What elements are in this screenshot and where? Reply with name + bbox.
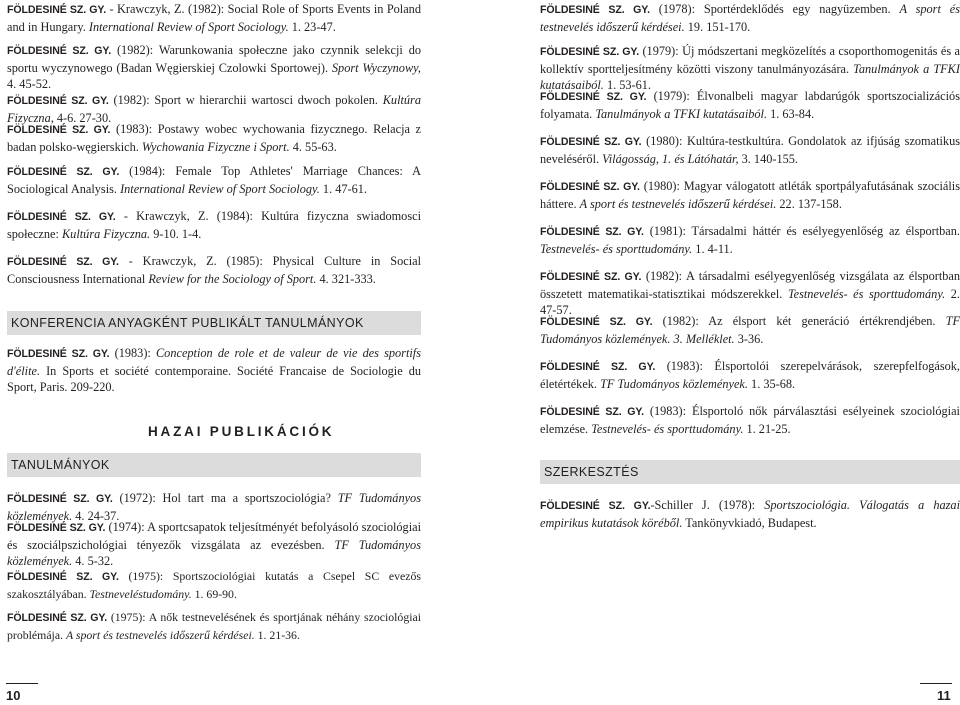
entry-author: FÖLDESINÉ SZ. GY. <box>540 181 640 193</box>
entry-author: FÖLDESINÉ SZ. GY. <box>540 361 656 373</box>
section-heading-konferencia: KONFERENCIA ANYAGKÉNT PUBLIKÁLT TANULMÁNYOK <box>7 311 421 335</box>
bibliography-entry: FÖLDESINÉ SZ. GY. (1983): Élsportolói szerepelvárások, szerepfelfogások, életértékek. TF Tudományos közlemények. 1. 35-68. <box>540 359 960 391</box>
bibliography-entry: FÖLDESINÉ SZ. GY. (1982): Az élsport két generáció értékrendjében. TF Tudományos közlemények. 3. Melléklet. 3-36. <box>540 314 960 346</box>
entry-author: FÖLDESINÉ SZ. GY. <box>540 316 653 328</box>
entry-author: FÖLDESINÉ SZ. GY. <box>7 124 111 136</box>
bibliography-entry: FÖLDESINÉ SZ. GY. (1981): Társadalmi háttér és esélyegyenlőség az élsportban. Testnevelés- és sporttudomány. 1. 4-11. <box>540 224 960 256</box>
bibliography-entry: FÖLDESINÉ SZ. GY. (1978): Sportérdeklődés egy nagyüzemben. A sport és testnevelés időszerű kérdései. 19. 151-170. <box>540 2 960 34</box>
entry-author: FÖLDESINÉ SZ. GY. <box>7 45 112 57</box>
entry-author: FÖLDESINÉ SZ. GY. <box>7 211 116 223</box>
bibliography-entry: FÖLDESINÉ SZ. GY. (1983): Conception de role et de valeur de vie des sportifs d'élite. In Sports et société contemporaine. Société Francaise de Sociologie du Sport, Paris. 209-220. <box>7 346 421 394</box>
bibliography-entry: FÖLDESINÉ SZ. GY. (1982): A társadalmi esélyegyenlőség vizsgálata az élsportban összetett matematikai-statisztikai módszerekkel. Testnevelés- és sporttudomány. 2. 47-57. <box>540 269 960 317</box>
entry-author: FÖLDESINÉ SZ. GY. <box>540 91 647 103</box>
hazai-publikaciok-heading: HAZAI PUBLIKÁCIÓK <box>148 424 335 439</box>
bibliography-entry: FÖLDESINÉ SZ. GY. - Krawczyk, Z. (1984): Kultúra fizyczna swiadomosci społeczne: Kultúra Fizyczna. 9-10. 1-4. <box>7 209 421 241</box>
bibliography-entry: FÖLDESINÉ SZ. GY. (1983): Élsportoló nők párválasztási esélyeinek szociológiai elemzése. Testnevelés- és sporttudomány. 1. 21-25. <box>540 404 960 436</box>
bibliography-entry: FÖLDESINÉ SZ. GY. (1972): Hol tart ma a sportszociológia? TF Tudományos közlemények. 4. 24-37. <box>7 491 421 523</box>
entry-author: FÖLDESINÉ SZ. GY. <box>7 612 108 624</box>
bibliography-entry: FÖLDESINÉ SZ. GY. (1983): Postawy wobec wychowania fizycznego. Relacja z badan polsko-węgierskich. Wychowania Fizyczne i Sport. 4. 55-63. <box>7 122 421 154</box>
bibliography-entry: FÖLDESINÉ SZ. GY. - Krawczyk, Z. (1985): Physical Culture in Social Consciousness International Review for the Sociology of Sport. 4. 321-333. <box>7 254 421 286</box>
page-number-rule-right <box>920 683 952 684</box>
bibliography-entry: FÖLDESINÉ SZ. GY. (1982): Warunkowania społeczne jako czynnik selekcji do sportu wyczynowego (Badan Węgierskiej Czolowki Sportowej). Sport Wyczynowy, 4. 45-52. <box>7 43 421 91</box>
page-number-left: 10 <box>6 688 21 703</box>
section-heading-szerkesztes: SZERKESZTÉS <box>540 460 960 484</box>
bibliography-entry: FÖLDESINÉ SZ. GY. (1980): Magyar válogatott atléták sportpályafutásának szociális háttere. A sport és testnevelés időszerű kérdései. 22. 137-158. <box>540 179 960 211</box>
entry-author: FÖLDESINÉ SZ. GY. <box>540 406 644 418</box>
bibliography-entry: FÖLDESINÉ SZ. GY. (1979): Új módszertani megközelítés a csoporthomogenitás és a kollektív sportteljesítmény közötti viszony tanulmányozására. Tanulmányok a TFKI kutatásaiból. 1. 53-61. <box>540 44 960 92</box>
page-number-rule-left <box>6 683 38 684</box>
bibliography-entry: FÖLDESINÉ SZ. GY. (1984): Female Top Athletes' Marriage Chances: A Sociological Analysis. International Review of Sport Sociology. 1. 47-61. <box>7 164 421 196</box>
entry-author: FÖLDESINÉ SZ. GY. <box>540 271 642 283</box>
entry-author: FÖLDESINÉ SZ. GY. <box>540 226 644 238</box>
entry-author: FÖLDESINÉ SZ. GY. <box>7 522 106 534</box>
bibliography-entry: FÖLDESINÉ SZ. GY. (1974): A sportcsapatok teljesítményét befolyásoló szociológiai és szociálpszichológiai tényezők vizsgálata az evezésben. TF Tudományos közlemények. 4. 5-32. <box>7 520 421 568</box>
entry-author: FÖLDESINÉ SZ. GY. <box>540 46 640 58</box>
entry-author: FÖLDESINÉ SZ. GY. <box>7 4 107 16</box>
entry-author: FÖLDESINÉ SZ. GY. <box>7 493 113 505</box>
entry-author: FÖLDESINÉ SZ. GY. <box>540 136 642 148</box>
bibliography-entry: FÖLDESINÉ SZ. GY.-Schiller J. (1978): Sportszociológia. Válogatás a hazai empirikus kutatások köréből. Tankönyvkiadó, Budapest. <box>540 498 960 530</box>
bibliography-entry: FÖLDESINÉ SZ. GY. (1975): A nők testnevelésének és sportjának néhány szociológiai problémája. A sport és testnevelés időszerű kérdései. 1. 21-36. <box>7 610 422 642</box>
page-number-right: 11 <box>937 688 951 703</box>
entry-author: FÖLDESINÉ SZ. GY. <box>540 500 651 512</box>
entry-author: FÖLDESINÉ SZ. GY. <box>7 166 120 178</box>
bibliography-entry: FÖLDESINÉ SZ. GY. (1980): Kultúra-testkultúra. Gondolatok az ifjúság szomatikus neveléséről. Világosság, 1. és Látóhatár, 3. 140-155. <box>540 134 960 166</box>
entry-author: FÖLDESINÉ SZ. GY. <box>7 348 110 360</box>
bibliography-entry: FÖLDESINÉ SZ. GY. (1982): Sport w hierarchii wartosci dwoch pokolen. Kultúra Fizyczna, 4-6. 27-30. <box>7 93 421 125</box>
bibliography-entry: FÖLDESINÉ SZ. GY. (1979): Élvonalbeli magyar labdarúgók sportszocializációs folyamata. Tanulmányok a TFKI kutatásaiból. 1. 63-84. <box>540 89 960 121</box>
bibliography-entry: FÖLDESINÉ SZ. GY. - Krawczyk, Z. (1982): Social Role of Sports Events in Poland and in Hungary. International Review of Sport Sociology. 1. 23-47. <box>7 2 421 34</box>
bibliography-entry: FÖLDESINÉ SZ. GY. (1975): Sportszociológiai kutatás a Csepel SC evezős szakosztályában. Testneveléstudomány. 1. 69-90. <box>7 569 421 601</box>
entry-author: FÖLDESINÉ SZ. GY. <box>7 95 109 107</box>
entry-author: FÖLDESINÉ SZ. GY. <box>7 256 119 268</box>
entry-author: FÖLDESINÉ SZ. GY. <box>7 571 119 583</box>
entry-author: FÖLDESINÉ SZ. GY. <box>540 4 650 16</box>
section-heading-tanulmanyok: TANULMÁNYOK <box>7 453 421 477</box>
